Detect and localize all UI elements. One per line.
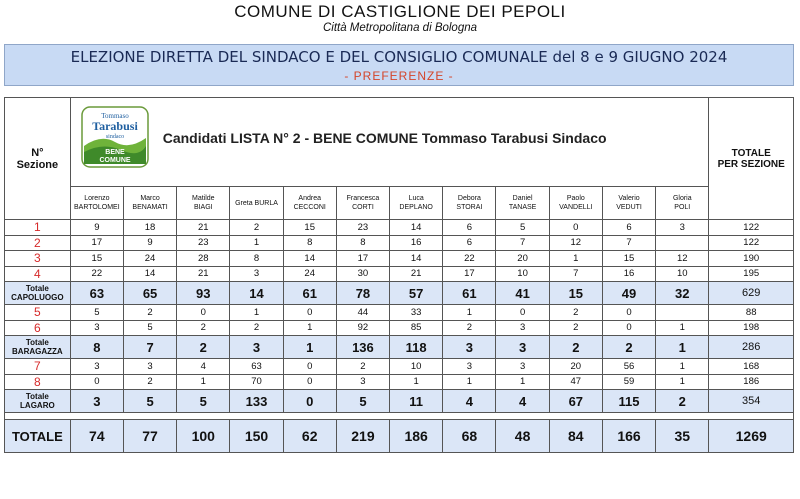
vote-cell: 5 [496, 220, 549, 236]
vote-cell: 24 [123, 251, 176, 267]
vote-cell: 20 [549, 359, 602, 375]
vote-cell: 7 [123, 336, 176, 359]
grand-total-cell: 100 [177, 420, 230, 453]
vote-cell: 10 [390, 359, 443, 375]
sezione-header-line2: Sezione [16, 158, 59, 171]
vote-cell: 133 [230, 390, 283, 413]
vote-cell: 2 [443, 320, 496, 336]
vote-cell: 1 [656, 320, 709, 336]
vote-cell: 1 [230, 305, 283, 321]
vote-cell: 14 [230, 282, 283, 305]
vote-cell: 7 [496, 235, 549, 251]
candidate-name [283, 187, 336, 220]
vote-cell: 5 [70, 305, 123, 321]
candidate-last-name: STORAI [456, 204, 483, 211]
candidate-first-name: Debora [457, 195, 481, 202]
vote-cell: 92 [336, 320, 389, 336]
candidate-name [70, 187, 123, 220]
grand-total-cell: 35 [656, 420, 709, 453]
section-number: 3 [5, 251, 71, 267]
grand-total-cell: 48 [496, 420, 549, 453]
candidate-last-name: VANDELLI [559, 204, 593, 211]
vote-cell: 12 [656, 251, 709, 267]
sezione-header [5, 98, 71, 220]
grand-total-cell: 150 [230, 420, 283, 453]
grand-total-label: TOTALE [5, 420, 71, 453]
vote-cell: 3 [70, 359, 123, 375]
vote-cell: 7 [602, 235, 655, 251]
grand-total-cell: 74 [70, 420, 123, 453]
vote-cell: 2 [549, 305, 602, 321]
candidate-first-name: Marco [140, 195, 160, 202]
vote-cell: 28 [177, 251, 230, 267]
vote-cell: 3 [70, 320, 123, 336]
vote-cell: 5 [336, 390, 389, 413]
grand-total-cell: 62 [283, 420, 336, 453]
grand-total-cell: 84 [549, 420, 602, 453]
vote-cell: 1 [443, 305, 496, 321]
vote-cell: 14 [123, 266, 176, 282]
vote-cell: 10 [496, 266, 549, 282]
vote-cell: 17 [70, 235, 123, 251]
vote-cell: 8 [230, 251, 283, 267]
subtotal-row [5, 390, 794, 413]
candidate-last-name: CECCONI [293, 204, 326, 211]
candidate-last-name: CORTI [352, 204, 374, 211]
candidate-name [549, 187, 602, 220]
vote-cell: 115 [602, 390, 655, 413]
vote-cell: 49 [602, 282, 655, 305]
vote-cell: 8 [70, 336, 123, 359]
subtotal-row [5, 336, 794, 359]
vote-cell: 16 [602, 266, 655, 282]
section-total: 198 [709, 320, 794, 336]
section-total: 286 [709, 336, 794, 359]
vote-cell [656, 305, 709, 321]
vote-cell: 3 [230, 336, 283, 359]
citta-subtitle: Città Metropolitana di Bologna [322, 22, 478, 34]
section-row [5, 251, 794, 267]
vote-cell: 6 [602, 220, 655, 236]
vote-cell: 14 [390, 251, 443, 267]
vote-cell: 0 [496, 305, 549, 321]
candidate-name [390, 187, 443, 220]
vote-cell: 1 [390, 374, 443, 390]
vote-cell: 1 [656, 359, 709, 375]
vote-cell: 0 [177, 305, 230, 321]
vote-cell: 1 [656, 336, 709, 359]
vote-cell: 70 [230, 374, 283, 390]
vote-cell: 7 [549, 266, 602, 282]
section-number: 4 [5, 266, 71, 282]
subtotal-label [5, 336, 71, 359]
vote-cell: 22 [70, 266, 123, 282]
candidate-last-name: DEPLANO [399, 204, 433, 211]
vote-cell: 85 [390, 320, 443, 336]
section-row [5, 374, 794, 390]
logo-tommaso: Tommaso [100, 112, 129, 120]
candidate-first-name: Valerio [618, 195, 640, 202]
vote-cell: 61 [283, 282, 336, 305]
vote-cell: 15 [549, 282, 602, 305]
subtotal-label-line2: LAGARO [20, 401, 55, 410]
vote-cell: 4 [496, 390, 549, 413]
vote-cell: 17 [443, 266, 496, 282]
spacer-cell [5, 413, 794, 420]
subtotal-label-line1: Totale [25, 284, 49, 293]
section-row [5, 266, 794, 282]
vote-cell: 21 [390, 266, 443, 282]
results-table [4, 97, 794, 453]
vote-cell: 16 [390, 235, 443, 251]
vote-cell: 3 [496, 336, 549, 359]
vote-cell: 1 [443, 374, 496, 390]
vote-cell: 14 [283, 251, 336, 267]
section-number: 2 [5, 235, 71, 251]
vote-cell: 2 [177, 320, 230, 336]
section-total: 88 [709, 305, 794, 321]
election-title: ELEZIONE DIRETTA DEL SINDACO E DEL CONSIGLIO COMUNALE del 8 e 9 GIUGNO 2024 [70, 48, 728, 66]
vote-cell: 15 [283, 220, 336, 236]
vote-cell: 0 [602, 305, 655, 321]
candidate-name [336, 187, 389, 220]
subtotal-label-line2: BARAGAZZA [12, 347, 63, 356]
candidati-header [70, 98, 709, 187]
section-total: 168 [709, 359, 794, 375]
vote-cell: 0 [283, 359, 336, 375]
section-number: 7 [5, 359, 71, 375]
sezione-header-line1: N° [31, 146, 44, 159]
candidate-name [177, 187, 230, 220]
grand-total-cell: 68 [443, 420, 496, 453]
vote-cell: 0 [283, 390, 336, 413]
logo-bene: BENE [105, 149, 125, 156]
vote-cell [656, 235, 709, 251]
vote-cell: 2 [549, 336, 602, 359]
vote-cell: 1 [230, 235, 283, 251]
candidate-first-name: Luca [408, 195, 424, 202]
vote-cell: 1 [283, 320, 336, 336]
candidate-name [123, 187, 176, 220]
vote-cell: 2 [177, 336, 230, 359]
vote-cell: 3 [70, 390, 123, 413]
candidate-first-name: Matilde [191, 195, 215, 202]
candidate-first-name: Andrea [298, 195, 321, 202]
subtotal-label [5, 282, 71, 305]
vote-cell: 3 [443, 359, 496, 375]
vote-cell: 22 [443, 251, 496, 267]
vote-cell: 136 [336, 336, 389, 359]
bene-comune-logo [81, 106, 149, 168]
vote-cell: 3 [230, 266, 283, 282]
vote-cell: 3 [336, 374, 389, 390]
vote-cell: 0 [283, 305, 336, 321]
vote-cell: 23 [177, 235, 230, 251]
vote-cell: 4 [443, 390, 496, 413]
subtotal-label-line2: CAPOLUOGO [11, 293, 64, 302]
candidate-last-name: BENAMATI [132, 204, 168, 211]
vote-cell: 15 [602, 251, 655, 267]
vote-cell: 47 [549, 374, 602, 390]
section-number: 8 [5, 374, 71, 390]
vote-cell: 1 [496, 374, 549, 390]
vote-cell: 41 [496, 282, 549, 305]
section-number: 1 [5, 220, 71, 236]
grand-total-sum: 1269 [709, 420, 794, 453]
subtotal-row [5, 282, 794, 305]
vote-cell: 57 [390, 282, 443, 305]
vote-cell: 1 [177, 374, 230, 390]
vote-cell: 5 [123, 390, 176, 413]
vote-cell: 30 [336, 266, 389, 282]
vote-cell: 2 [602, 336, 655, 359]
vote-cell: 6 [443, 220, 496, 236]
vote-cell: 33 [390, 305, 443, 321]
vote-cell: 65 [123, 282, 176, 305]
grand-total-cell: 166 [602, 420, 655, 453]
section-total: 186 [709, 374, 794, 390]
vote-cell: 3 [443, 336, 496, 359]
vote-cell: 2 [656, 390, 709, 413]
candidate-name [230, 187, 283, 220]
vote-cell: 17 [336, 251, 389, 267]
totale-header-line1: TOTALE [731, 147, 771, 159]
vote-cell: 24 [283, 266, 336, 282]
section-number: 6 [5, 320, 71, 336]
vote-cell: 118 [390, 336, 443, 359]
candidate-first-name: Daniel [512, 195, 533, 202]
candidate-last-name: BIAGI [193, 204, 213, 211]
vote-cell: 2 [123, 374, 176, 390]
logo-tarabusi: Tarabusi [91, 119, 138, 133]
candidate-first-name: Greta BURLA [235, 199, 278, 207]
subtotal-label [5, 390, 71, 413]
section-total: 629 [709, 282, 794, 305]
vote-cell: 3 [496, 359, 549, 375]
vote-cell: 1 [283, 336, 336, 359]
vote-cell: 4 [177, 359, 230, 375]
candidate-first-name: Gloria [672, 195, 692, 202]
vote-cell: 61 [443, 282, 496, 305]
candidate-first-name: Francesca [346, 195, 380, 202]
vote-cell: 8 [336, 235, 389, 251]
vote-cell: 2 [336, 359, 389, 375]
vote-cell: 32 [656, 282, 709, 305]
vote-cell: 0 [549, 220, 602, 236]
candidate-name [656, 187, 709, 220]
vote-cell: 14 [390, 220, 443, 236]
vote-cell: 6 [443, 235, 496, 251]
candidati-title: Candidati LISTA N° 2 - BENE COMUNE Tommaso Tarabusi Sindaco [162, 130, 607, 146]
vote-cell: 15 [70, 251, 123, 267]
vote-cell: 10 [656, 266, 709, 282]
section-total: 190 [709, 251, 794, 267]
section-row [5, 320, 794, 336]
vote-cell: 5 [177, 390, 230, 413]
totale-sezione-header [709, 98, 794, 220]
candidate-first-name: Lorenzo [84, 195, 110, 202]
candidate-last-name: BARTOLOMEI [74, 204, 120, 211]
totale-header-line2: PER SEZIONE [717, 158, 785, 170]
grand-total-cell: 77 [123, 420, 176, 453]
section-total: 354 [709, 390, 794, 413]
grand-total-cell: 186 [390, 420, 443, 453]
subtotal-label-line1: Totale [25, 392, 49, 401]
candidate-name [496, 187, 549, 220]
section-total: 195 [709, 266, 794, 282]
section-row [5, 235, 794, 251]
subtotal-label-line1: Totale [25, 338, 49, 347]
section-row [5, 305, 794, 321]
vote-cell: 63 [230, 359, 283, 375]
vote-cell: 63 [70, 282, 123, 305]
candidate-names-row [5, 187, 794, 220]
preferenze-label: - PREFERENZE - [344, 69, 454, 83]
vote-cell: 3 [496, 320, 549, 336]
section-row [5, 220, 794, 236]
section-total: 122 [709, 235, 794, 251]
vote-cell: 2 [549, 320, 602, 336]
candidate-first-name: Paolo [566, 195, 585, 202]
section-row [5, 359, 794, 375]
vote-cell: 23 [336, 220, 389, 236]
candidate-last-name: POLI [674, 204, 691, 211]
vote-cell: 67 [549, 390, 602, 413]
vote-cell: 21 [177, 266, 230, 282]
vote-cell: 3 [123, 359, 176, 375]
vote-cell: 21 [177, 220, 230, 236]
vote-cell: 0 [602, 320, 655, 336]
vote-cell: 1 [549, 251, 602, 267]
election-banner [4, 44, 794, 86]
vote-cell: 8 [283, 235, 336, 251]
logo-comune: COMUNE [99, 157, 131, 164]
vote-cell: 0 [70, 374, 123, 390]
vote-cell: 59 [602, 374, 655, 390]
logo-sindaco: sindaco [105, 134, 124, 140]
vote-cell: 3 [656, 220, 709, 236]
vote-cell: 0 [283, 374, 336, 390]
vote-cell: 9 [123, 235, 176, 251]
candidate-name [443, 187, 496, 220]
spacer-row [5, 413, 794, 420]
candidate-last-name: VEDUTI [616, 204, 642, 211]
vote-cell: 5 [123, 320, 176, 336]
comune-title: COMUNE DI CASTIGLIONE DEI PEPOLI [234, 2, 566, 21]
candidate-name [602, 187, 655, 220]
section-total: 122 [709, 220, 794, 236]
grand-total-cell: 219 [336, 420, 389, 453]
vote-cell: 93 [177, 282, 230, 305]
vote-cell: 78 [336, 282, 389, 305]
grand-total-row [5, 420, 794, 453]
vote-cell: 20 [496, 251, 549, 267]
section-number: 5 [5, 305, 71, 321]
vote-cell: 11 [390, 390, 443, 413]
vote-cell: 1 [656, 374, 709, 390]
vote-cell: 44 [336, 305, 389, 321]
candidate-last-name: TANASE [508, 204, 537, 211]
vote-cell: 2 [230, 320, 283, 336]
vote-cell: 2 [123, 305, 176, 321]
vote-cell: 18 [123, 220, 176, 236]
vote-cell: 9 [70, 220, 123, 236]
vote-cell: 2 [230, 220, 283, 236]
vote-cell: 56 [602, 359, 655, 375]
vote-cell: 12 [549, 235, 602, 251]
